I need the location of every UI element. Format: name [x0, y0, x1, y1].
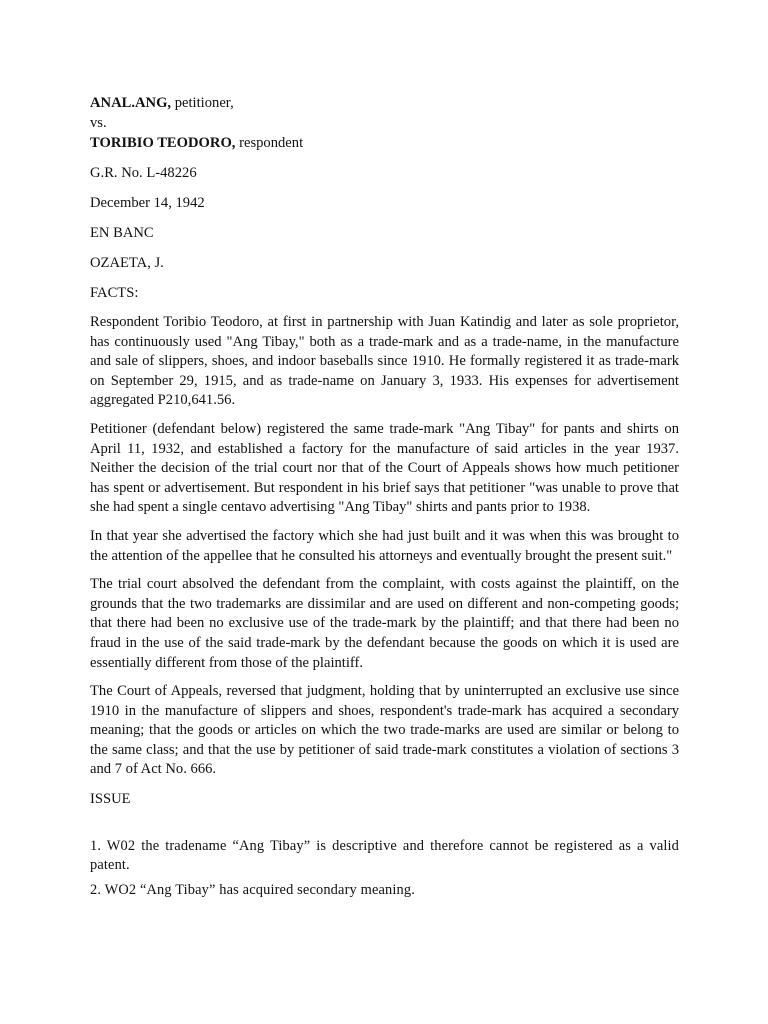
caption-versus: vs. — [90, 115, 107, 131]
facts-heading: FACTS: — [90, 285, 139, 301]
case-number: G.R. No. L-48226 — [90, 165, 197, 181]
petitioner-role: petitioner, — [171, 95, 234, 111]
caption-petitioner — [90, 93, 679, 113]
caption-respondent — [90, 133, 679, 153]
facts-paragraph: Respondent Toribio Teodoro, at first in partnership with Juan Katindig and later as sole proprietor, has continuously used "Ang Tibay," both as a trade-mark and as a trade-name, in the manufacture and sale of slippers, shoes, and indoor baseballs since 1910. He formally registered it as trade-mark on September 29, 1915, and as trade-name on January 3, 1933. His expenses for advertisement aggregated P210,641.56. — [90, 314, 679, 409]
issue-item: 1. W02 the tradename “Ang Tibay” is descriptive and therefore cannot be registered as a valid patent. — [90, 838, 679, 874]
facts-paragraph: In that year she advertised the factory which she had just built and it was when this was brought to the attention of the appellee that he consulted his attorneys and eventually brought the present suit." — [90, 527, 679, 564]
respondent-name: TORIBIO TEODORO, — [90, 135, 236, 151]
issue-spacer — [90, 809, 679, 837]
facts-paragraph: The trial court absolved the defendant from the complaint, with costs against the plaintiff, on the grounds that the two trademarks are dissimilar and are used on different and non-competing goods; that there had been no exclusive use of the trade-mark by the plaintiff; and that there had been no fraud in the use of the said trade-mark by the defendant because the goods on which it is used are essentially different from those of the plaintiff. — [90, 576, 679, 671]
petitioner-name: ANAL.ANG, — [90, 95, 172, 111]
issue-item: 2. WO2 “Ang Tibay” has acquired secondary meaning. — [90, 882, 415, 899]
court-division: EN BANC — [90, 225, 154, 241]
document-page — [90, 93, 679, 906]
facts-paragraph: The Court of Appeals, reversed that judgment, holding that by uninterrupted an exclusive use since 1910 in the manufacture of slippers and shoes, respondent's trade-mark has acquired a secondary meaning; that the goods or articles on which the two trade-marks are used are similar or belong to the same class; and that the use by petitioner of said trade-mark constitutes a violation of sections 3 and 7 of Act No. 666. — [90, 683, 679, 778]
ponente: OZAETA, J. — [90, 255, 164, 271]
issue-heading: ISSUE — [90, 791, 131, 808]
facts-paragraph: Petitioner (defendant below) registered the same trade-mark "Ang Tibay" for pants and shirts on April 11, 1932, and established a factory for the manufacture of said articles in the year 1937. Neither the decision of the trial court nor that of the Court of Appeals shows how much petitioner has spent or advertisement. But respondent in his brief says that petitioner "was unable to prove that she had spent a single centavo advertising "Ang Tibay" shirts and pants prior to 1938. — [90, 420, 679, 516]
decision-date: December 14, 1942 — [90, 195, 205, 211]
respondent-role: respondent — [235, 135, 304, 151]
